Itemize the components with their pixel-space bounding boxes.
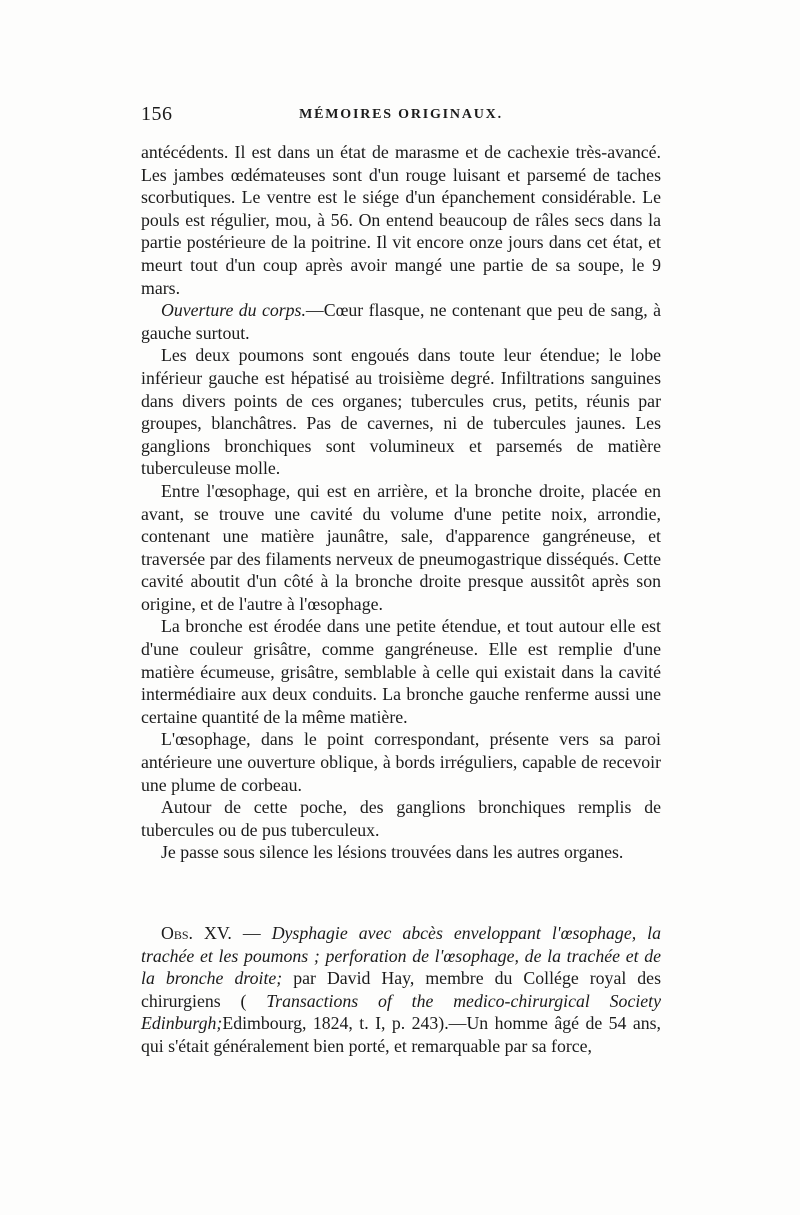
autopsy-heading: Ouverture du corps. [161, 300, 306, 321]
observation-author: par David Hay, membre du Collége royal des chirurgiens ( [141, 968, 661, 1011]
observation-title: Dysphagie avec abcès enveloppant l'œsophage, la trachée et les poumons ; perforation de l'œsophage, de la trachée et de la bronche droite; [141, 923, 662, 989]
page-header [141, 103, 661, 129]
observation-label: Obs. XV. [161, 923, 232, 943]
paragraph-autopsy-heart [141, 299, 661, 344]
observation-paragraph [141, 922, 661, 1058]
observation-dash: — [231, 923, 272, 943]
paragraph-lungs: Les deux poumons sont engoués dans toute leur étendue; le lobe inférieur gauche est hépatisé au troisième degré. Infiltrations sanguines dans divers points de ces organes; tubercules crus, petits, réunis par groupes, blanchâtres. Pas de cavernes, ni de tubercules jaunes. Les ganglions bronchiques sont volumineux et parsemés de matière tuberculeuse molle. [141, 345, 661, 479]
observation-source: Transactions of the medico-chirurgical Society Edinburgh; [141, 990, 661, 1034]
paragraph-ganglions: Autour de cette poche, des ganglions bronchiques remplis de tubercules ou de pus tuberculeux. [141, 797, 661, 840]
running-title: MÉMOIRES ORIGINAUX. [299, 107, 503, 122]
page-number: 156 [141, 103, 173, 125]
case-report-body [141, 141, 661, 864]
paragraph-bronchus: La bronche est érodée dans une petite étendue, et tout autour elle est d'une couleur grisâtre, comme gangréneuse. Elle est remplie d'une matière écumeuse, grisâtre, semblable à celle qui existait dans la cavité intermédiaire aux deux conduits. La bronche gauche renferme aussi une certaine quantité de la même matière. [141, 616, 661, 727]
paragraph-other-organs: Je passe sous silence les lésions trouvées dans les autres organes. [161, 842, 624, 863]
observation-citation: Edimbourg, 1824, t. I, p. 243).—Un homme âgé de 54 ans, qui s'était généralement bien porté, et remarquable par sa force, [141, 1013, 661, 1056]
paragraph-cavity: Entre l'œsophage, qui est en arrière, et la bronche droite, placée en avant, se trouve une cavité du volume d'une petite noix, arrondie, contenant une matière jaunâtre, sale, d'apparence gangréneuse, et traversée par des filaments nerveux de pneumogastrique disséqués. Cette cavité aboutit d'un côté à la bronche droite presque aussitôt après son origine, et de l'autre à l'œsophage. [141, 480, 661, 614]
paragraph-oesophagus: L'œsophage, dans le point correspondant, présente vers sa paroi antérieure une ouverture oblique, à bords irréguliers, capable de recevoir une plume de corbeau. [141, 729, 661, 795]
observation-xv [141, 922, 661, 1058]
paragraph-antecedents: antécédents. Il est dans un état de marasme et de cachexie très-avancé. Les jambes œdémateuses sont d'un rouge luisant et parsemé de taches scorbutiques. Le ventre est le siége d'un épanchement considérable. Le pouls est régulier, mou, à 56. On entend beaucoup de râles secs dans la partie postérieure de la poitrine. Il vit encore onze jours dans cet état, et meurt tout d'un coup après avoir mangé une partie de sa soupe, le 9 mars. [141, 142, 661, 298]
autopsy-heart-text: —Cœur flasque, ne contenant que peu de sang, à gauche surtout. [141, 300, 661, 343]
